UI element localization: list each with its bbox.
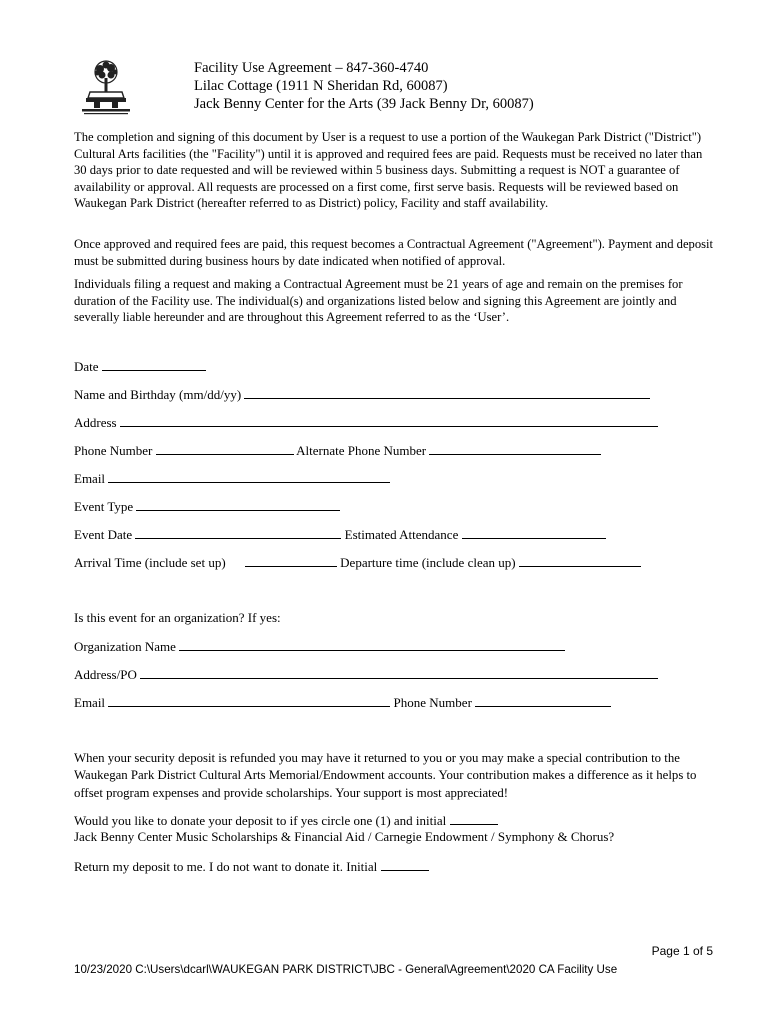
header-location-1: Lilac Cottage (1911 N Sheridan Rd, 60087) — [194, 78, 448, 94]
donation-options: Jack Benny Center Music Scholarships & Financial Aid / Carnegie Endowment / Symphony & Chorus? — [74, 829, 615, 844]
email-label: Email — [74, 471, 106, 486]
date-label: Date — [74, 359, 99, 374]
org-email-row — [74, 694, 611, 711]
name-birthday-row — [74, 386, 650, 403]
org-address-label: Address/PO — [74, 667, 137, 682]
org-phone-field[interactable] — [475, 694, 611, 707]
phone-label: Phone Number — [74, 443, 153, 458]
departure-label: Departure time (include clean up) — [340, 555, 516, 570]
name-birthday-field[interactable] — [244, 386, 650, 399]
org-address-row — [74, 666, 658, 683]
org-email-field[interactable] — [108, 694, 390, 707]
donation-paragraph: When your security deposit is refunded you may have it returned to you or you may make a special contribution to the Waukegan Park District Cultural Arts Memorial/Endowment accounts. Your contribution makes a difference as it helps to offset program expenses and provide scholarships. Your support is most appreciated! — [74, 751, 697, 800]
email-row — [74, 470, 390, 487]
arrival-row — [74, 554, 641, 571]
email-field[interactable] — [108, 470, 390, 483]
address-label: Address — [74, 415, 117, 430]
name-birthday-label: Name and Birthday (mm/dd/yy) — [74, 387, 242, 402]
intro-paragraph-3: Individuals filing a request and making a Contractual Agreement must be 21 years of age and remain on the premises for duration of the Facility use. The individual(s) and organizations listed below and signing this Agreement are jointly and severally liable hereunder and are throughout this Agreement referred to as the ‘User’. — [74, 277, 683, 325]
return-deposit-row — [74, 858, 429, 875]
arrival-label: Arrival Time (include set up) — [74, 555, 226, 570]
org-address-field[interactable] — [140, 666, 658, 679]
event-date-row — [74, 526, 606, 543]
attendance-label: Estimated Attendance — [344, 527, 459, 542]
donation-question-row — [74, 812, 498, 829]
intro-paragraph-2: Once approved and required fees are paid, this request becomes a Contractual Agreement ("Agreement"). Payment and deposit must be submitted during business hours by date indicated when notified of approval. — [74, 237, 714, 268]
org-phone-label: Phone Number — [393, 695, 472, 710]
event-date-label: Event Date — [74, 527, 133, 542]
event-date-field[interactable] — [135, 526, 341, 539]
org-name-row — [74, 638, 565, 655]
date-field[interactable] — [102, 358, 206, 371]
phone-row — [74, 442, 601, 459]
date-row — [74, 358, 206, 375]
intro-paragraph-1: The completion and signing of this document by User is a request to use a portion of the Waukegan Park District ("District") Cultural Arts facilities (the "Facility") until it is approved and required fees are paid. Requests must be received no later than 30 days prior to date requested and will be reviewed within 5 business days. Submitting a request is NOT a guarantee of availability or approval. All requests are processed on a first come, first serve basis. Requests will be reviewed based on Waukegan Park District (hereafter referred to as District) policy, Facility and staff availability. — [74, 130, 703, 211]
org-name-label: Organization Name — [74, 639, 176, 654]
return-initial-field[interactable] — [381, 858, 429, 871]
address-field[interactable] — [120, 414, 658, 427]
address-row — [74, 414, 658, 431]
departure-field[interactable] — [519, 554, 641, 567]
return-deposit-text: Return my deposit to me. I do not want to donate it. Initial — [74, 859, 378, 874]
org-email-label: Email — [74, 695, 106, 710]
file-path: 10/23/2020 C:\Users\dcarl\WAUKEGAN PARK DISTRICT\JBC - General\Agreement\2020 CA Facility Use — [74, 963, 618, 976]
park-district-logo-icon — [78, 58, 134, 116]
arrival-field[interactable] — [245, 554, 337, 567]
header-title: Facility Use Agreement – 847-360-4740 — [194, 60, 429, 76]
header-location-2: Jack Benny Center for the Arts (39 Jack Benny Dr, 60087) — [194, 96, 534, 112]
page-number: Page 1 of 5 — [651, 944, 713, 958]
alt-phone-label: Alternate Phone Number — [296, 443, 427, 458]
event-type-label: Event Type — [74, 499, 134, 514]
organization-question: Is this event for an organization? If yes: — [74, 610, 281, 625]
attendance-field[interactable] — [462, 526, 606, 539]
event-type-row — [74, 498, 340, 515]
org-name-field[interactable] — [179, 638, 565, 651]
donation-question: Would you like to donate your deposit to if yes circle one (1) and initial — [74, 813, 447, 828]
phone-field[interactable] — [156, 442, 294, 455]
event-type-field[interactable] — [136, 498, 340, 511]
alt-phone-field[interactable] — [429, 442, 601, 455]
donation-initial-field[interactable] — [450, 812, 498, 825]
